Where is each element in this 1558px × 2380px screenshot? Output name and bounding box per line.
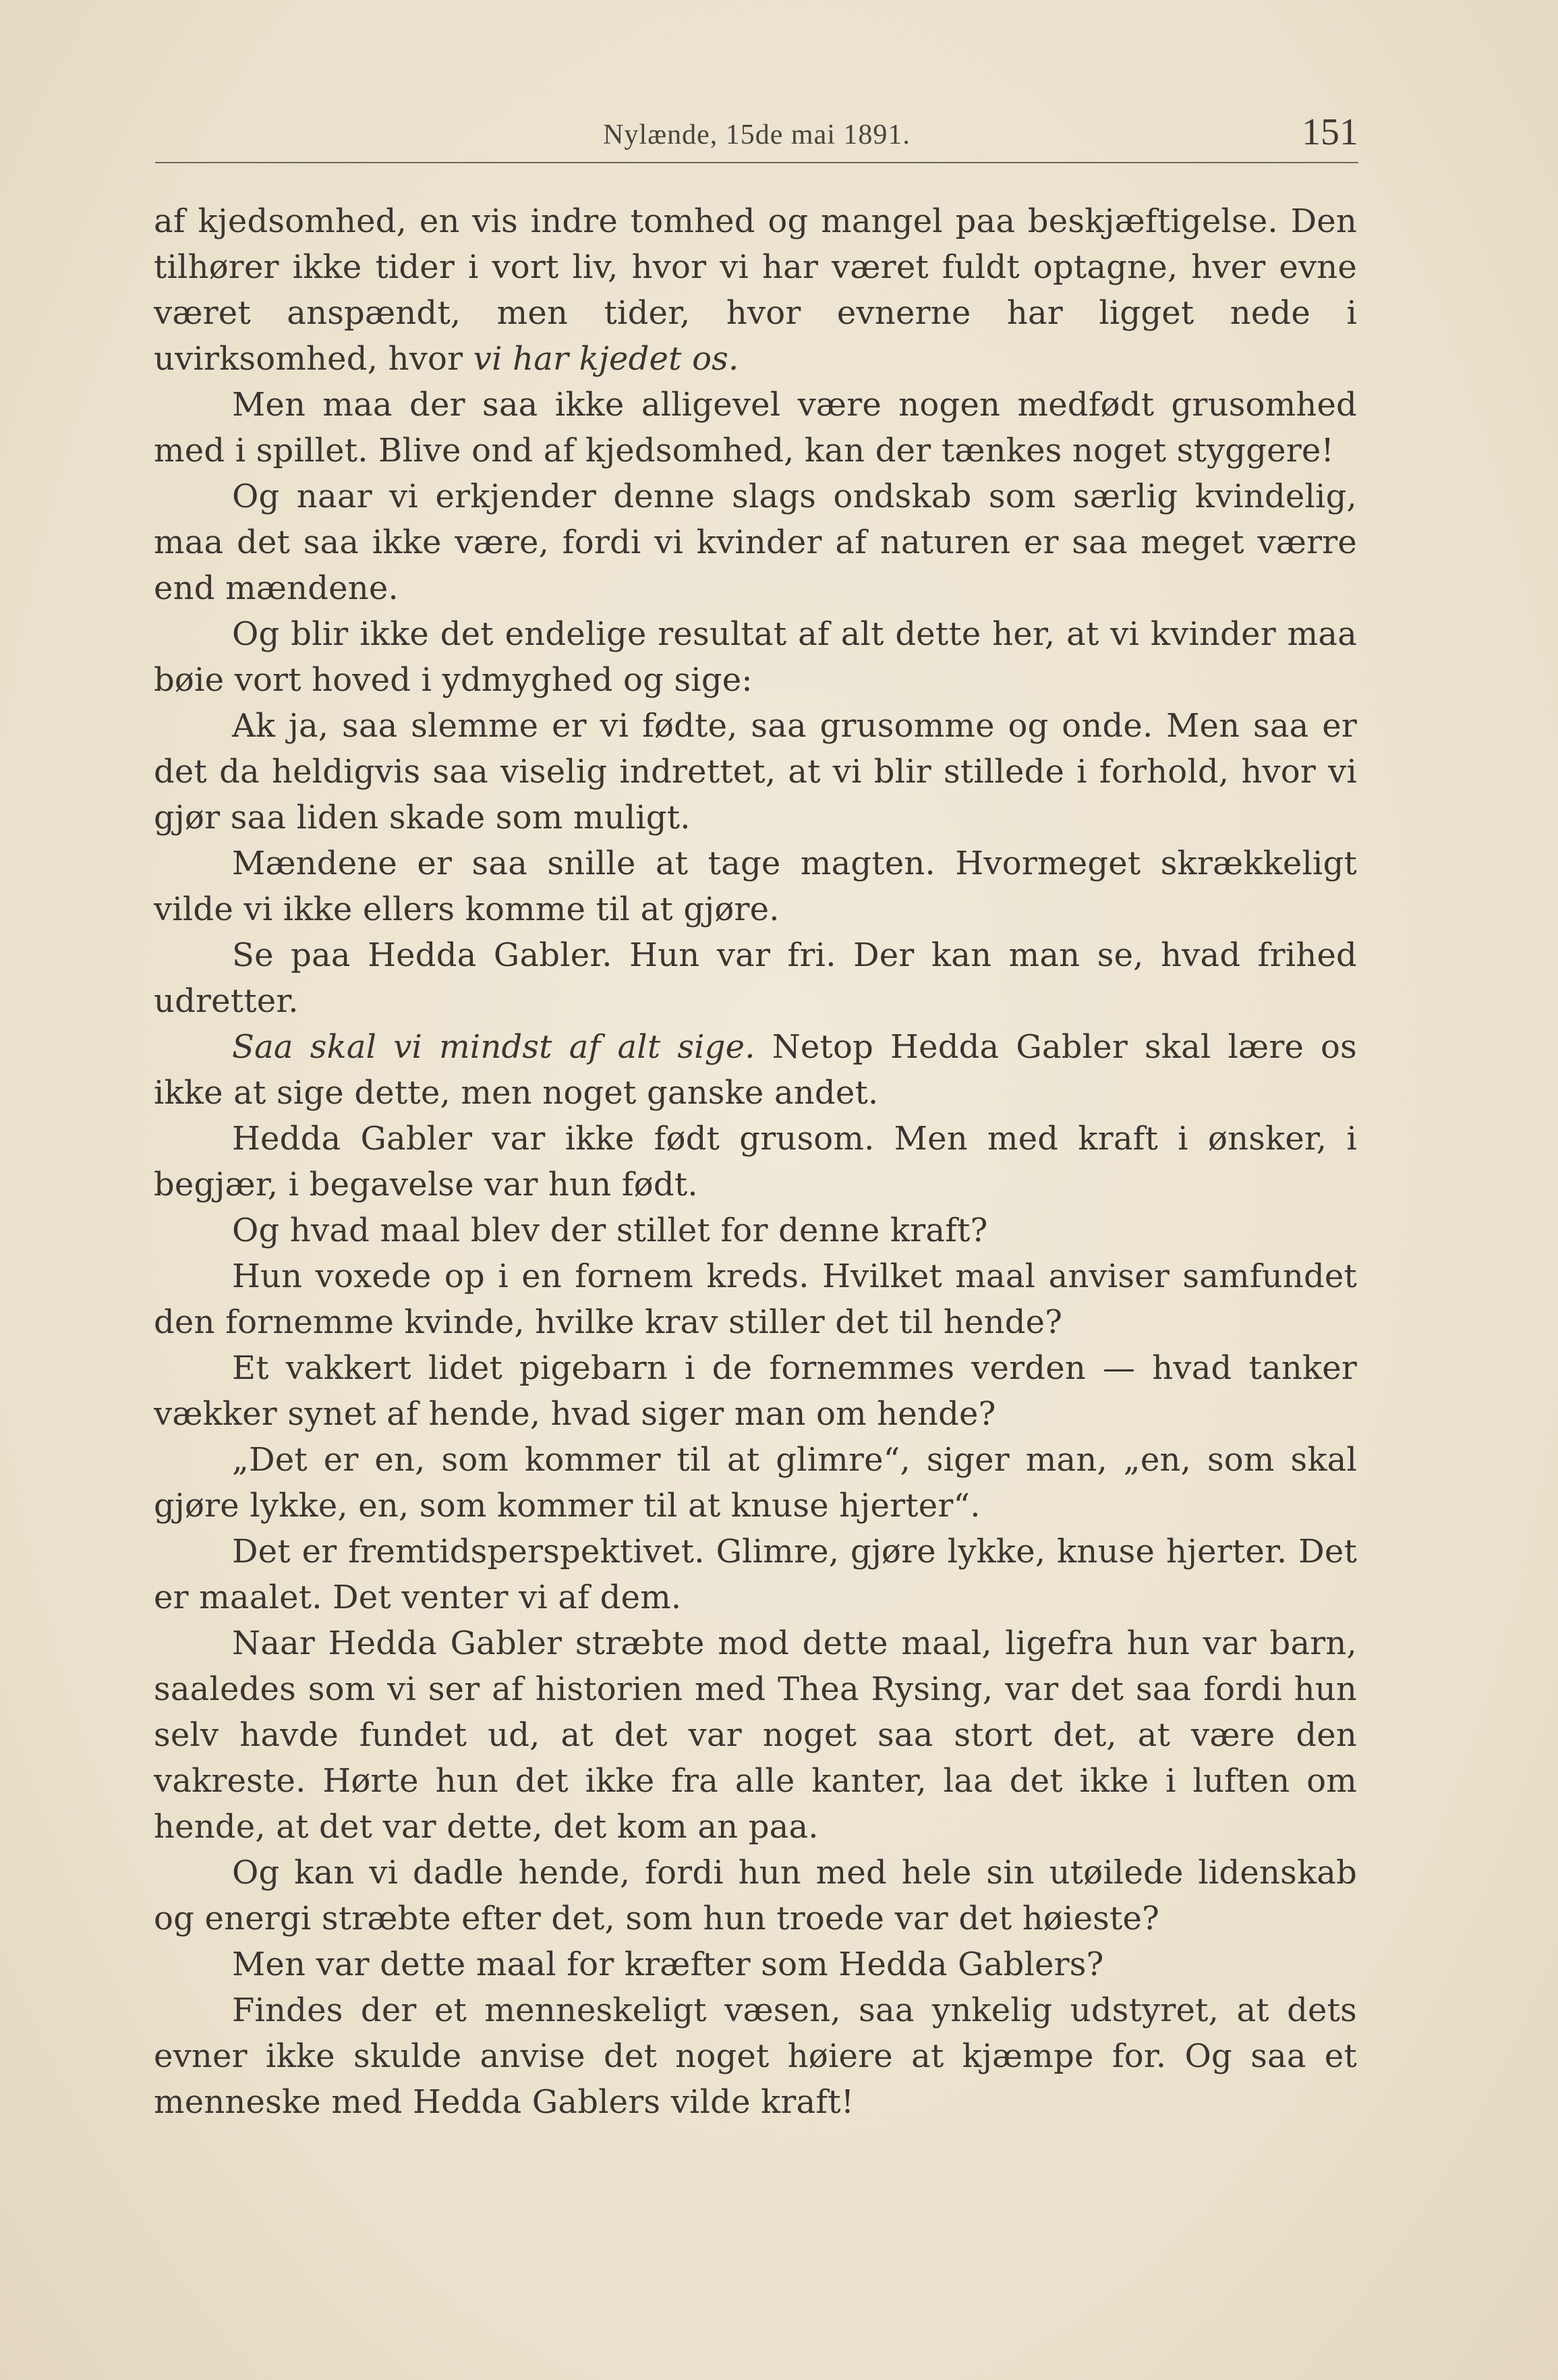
- paragraph: Et vakkert lidet pigebarn i de fornemmes verden — hvad tanker vækker synet af hende, hvad siger man om hende?: [154, 1349, 1357, 1433]
- paragraph: Og kan vi dadle hende, fordi hun med hele sin utøilede lidenskab og energi stræbte efter det, som hun troede var det høieste?: [154, 1854, 1357, 1937]
- paragraph: Hun voxede op i en fornem kreds. Hvilket maal anviser samfundet den fornemme kvinde, hvilke krav stiller det til hende?: [154, 1257, 1357, 1341]
- emphasis: vi har kjedet os.: [473, 340, 739, 378]
- paragraph: Men var dette maal for kræfter som Hedda Gablers?: [232, 1946, 1104, 1983]
- running-title: Nylænde, 15de mai 1891.: [603, 119, 911, 150]
- paragraph: „Det er en, som kommer til at glimre“, siger man, „en, som skal gjøre lykke, en, som kommer til at knuse hjerter“.: [154, 1441, 1357, 1525]
- paragraph: Og naar vi erkjender denne slags ondskab som særlig kvindelig, maa det saa ikke være, fordi vi kvinder af naturen er saa meget værre end mændene.: [154, 478, 1357, 607]
- paragraph: Naar Hedda Gabler stræbte mod dette maal, ligefra hun var barn, saaledes som vi ser af historien med Thea Rysing, var det saa fordi hun selv havde fundet ud, at det var noget saa stort det, at være den vakreste. Hørte hun det ikke fra alle kanter, laa det ikke i luften om hende, at det var dette, det kom an paa.: [154, 1624, 1357, 1846]
- paragraph: Det er fremtidsperspektivet. Glimre, gjøre lykke, knuse hjerter. Det er maalet. Det venter vi af dem.: [154, 1533, 1357, 1616]
- page-header: [155, 101, 1358, 163]
- paragraph: Men maa der saa ikke alligevel være nogen medfødt grusomhed med i spillet. Blive ond af kjedsomhed, kan der tænkes noget styggere!: [154, 386, 1357, 470]
- body-text: [154, 198, 1357, 2125]
- emphasis: Saa skal vi mindst af alt sige.: [232, 1028, 755, 1066]
- paragraph: Findes der et menneskeligt væsen, saa ynkelig udstyret, at dets evner ikke skulde anvise det noget høiere at kjæmpe for. Og saa et menneske med Hedda Gablers vilde kraft!: [154, 1991, 1357, 2121]
- paragraph: Og blir ikke det endelige resultat af alt dette her, at vi kvinder maa bøie vort hoved i ydmyghed og sige:: [154, 615, 1357, 699]
- page-number: 151: [1302, 111, 1358, 153]
- paragraph: Hedda Gabler var ikke født grusom. Men med kraft i ønsker, i begjær, i begavelse var hun født.: [154, 1120, 1357, 1203]
- paragraph: Ak ja, saa slemme er vi fødte, saa grusomme og onde. Men saa er det da heldigvis saa viselig indrettet, at vi blir stillede i forhold, hvor vi gjør saa liden skade som muligt.: [154, 707, 1357, 837]
- paragraph: Og hvad maal blev der stillet for denne kraft?: [232, 1212, 988, 1249]
- paragraph: Se paa Hedda Gabler. Hun var fri. Der kan man se, hvad frihed udretter.: [154, 936, 1357, 1020]
- paragraph: af kjedsomhed, en vis indre tomhed og mangel paa beskjæftigelse. Den tilhører ikke tider i vort liv, hvor vi har været fuldt optagne, hver evne været anspændt, men tider, hvor evnerne har ligget nede i uvirksomhed, hvor vi har kjedet os.: [154, 202, 1357, 378]
- paragraph: Mændene er saa snille at tage magten. Hvormeget skrækkeligt vilde vi ikke ellers komme til at gjøre.: [154, 845, 1357, 928]
- paragraph: Saa skal vi mindst af alt sige. Netop Hedda Gabler skal lære os ikke at sige dette, men noget ganske andet.: [154, 1028, 1357, 1112]
